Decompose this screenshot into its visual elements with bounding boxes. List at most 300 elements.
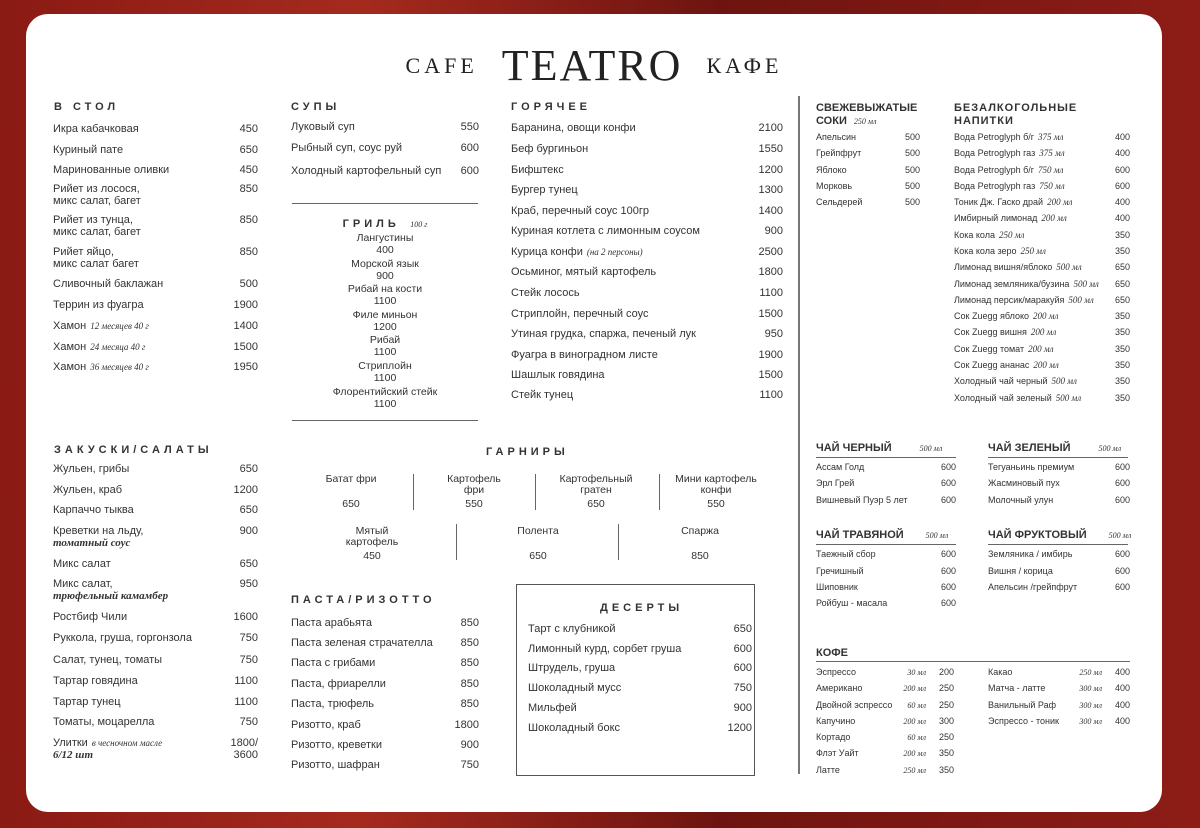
item-name-text: Стейк лосось <box>511 287 580 299</box>
grill-item <box>292 258 478 282</box>
item-price-text: 2500 <box>758 246 783 258</box>
item-name-text: Апельсин <box>816 132 857 142</box>
menu-item <box>53 463 258 476</box>
menu-item-name <box>511 246 643 258</box>
menu-item-price <box>941 598 956 609</box>
menu-item-price <box>941 462 956 473</box>
menu-item-name <box>816 495 908 506</box>
item-name-text: Томаты, моцарелла <box>53 716 155 728</box>
item-price-text: 300 <box>938 716 954 726</box>
menu-item-name <box>53 632 192 644</box>
menu-item-price <box>1115 327 1130 338</box>
menu-item-price <box>939 667 954 678</box>
menu-item-name <box>954 165 1063 176</box>
chai-fruktovy-underline <box>988 544 1128 545</box>
item-price-text: 950 <box>239 578 258 590</box>
chai-zeleny-title: ЧАЙ ЗЕЛЕНЫЙ <box>988 442 1071 454</box>
menu-item-name <box>988 667 1012 678</box>
item-price-text: 500 <box>904 197 920 207</box>
item-note: 200 мл <box>1041 213 1067 223</box>
item-name-text: Ассам Голд <box>816 462 865 472</box>
item-price-text: 2100 <box>758 122 783 134</box>
item-name-text: Штрудель, груша <box>528 662 616 674</box>
section-title-chai-cherny <box>816 442 942 455</box>
menu-item-name <box>954 344 1054 355</box>
menu-item-name <box>291 759 380 771</box>
menu-item-name <box>954 279 1099 290</box>
item-name-text: Паста, фриарелли <box>291 678 386 690</box>
menu-item <box>816 748 954 761</box>
menu-item-price <box>461 698 479 710</box>
garnish-name: Полента <box>517 525 559 537</box>
item-name-text: Паста с грибами <box>291 657 376 669</box>
garnish-name: Картофель фри <box>447 473 501 496</box>
menu-item <box>511 266 783 279</box>
item-price-text: 1200 <box>758 164 783 176</box>
item-name-text: Холодный картофельный суп <box>291 165 442 177</box>
bezalk-title-line2: НАПИТКИ <box>954 115 1014 127</box>
menu-item-name <box>816 462 864 473</box>
kofe-underline <box>816 661 1130 662</box>
item-name-text: Вода Petroglyph б/г <box>954 165 1035 175</box>
menu-item <box>53 632 258 645</box>
item-name-text: Апельсин /грейпфрут <box>988 582 1078 592</box>
menu-item-price <box>461 617 479 629</box>
menu-item-price <box>1115 295 1130 306</box>
item-name-text: Ройбуш - масала <box>816 598 888 608</box>
menu-item-price <box>941 582 956 593</box>
menu-item <box>511 164 783 177</box>
item-name-text: Тегуаньинь премиум <box>988 462 1075 472</box>
item-note: 24 месяца 40 г <box>90 342 146 352</box>
section-title-chai-travyanoy <box>816 529 948 542</box>
menu-item-price <box>941 566 956 577</box>
item-name-text: Вишня / корица <box>988 566 1053 576</box>
item-price-text: 600 <box>460 142 479 154</box>
item-price-text: 500 <box>904 165 920 175</box>
menu-item-name <box>954 311 1058 322</box>
item-note: 750 мл <box>1038 165 1064 175</box>
menu-item-name <box>954 246 1046 257</box>
item-name-text: Бифштекс <box>511 164 564 176</box>
item-price-text: 600 <box>1114 181 1130 191</box>
menu-item-price <box>461 759 479 771</box>
item-price-text: 500 <box>904 181 920 191</box>
menu-item <box>954 197 1130 210</box>
menu-item-price <box>1115 582 1130 593</box>
item-price-text: 850 <box>460 657 479 669</box>
item-name-text: Яблоко <box>816 165 847 175</box>
item-price-text: 350 <box>938 765 954 775</box>
item-price-text: 750 <box>239 654 258 666</box>
section-title-chai-zeleny <box>988 442 1121 455</box>
item-name-text: Паста зеленая страчателла <box>291 637 433 649</box>
menu-item <box>988 462 1130 475</box>
item-price-text: 900 <box>764 225 783 237</box>
menu-item-price <box>240 164 258 176</box>
item-name-text: Вода Petroglyph газ <box>954 148 1036 158</box>
menu-item-name <box>528 702 577 714</box>
menu-item <box>528 662 752 675</box>
soki-title-line2 <box>816 115 917 128</box>
menu-item <box>816 667 954 680</box>
item-price-text: 750 <box>733 682 752 694</box>
menu-item <box>511 225 783 238</box>
menu-item <box>528 643 752 656</box>
menu-item <box>528 702 752 715</box>
menu-item-name <box>988 582 1077 593</box>
section-title-bezalk <box>954 102 1077 128</box>
item-name-text: Фуагра в виноградном листе <box>511 349 658 361</box>
menu-item-price <box>234 611 258 623</box>
menu-item-price <box>734 702 752 714</box>
menu-item <box>291 698 479 711</box>
menu-item-name <box>511 122 636 134</box>
menu-item-price <box>240 246 258 258</box>
menu-item <box>988 582 1130 595</box>
garnish-name: Батат фри <box>325 473 377 485</box>
menu-item-price <box>461 121 479 133</box>
item-name-text: Салат, тунец, томаты <box>53 654 163 666</box>
section-title-supy: СУПЫ <box>291 101 341 113</box>
item-name-text: Рийет из тунца, <box>53 214 133 226</box>
chai-zeleny-note: 500 мл <box>1098 444 1122 453</box>
menu-item-price <box>765 328 783 340</box>
menu-item-price <box>1115 246 1130 257</box>
menu-item-name <box>954 213 1067 224</box>
section-title-kofe: КОФЕ <box>816 647 848 659</box>
menu-item-name <box>988 683 1045 694</box>
item-price-text: 350 <box>1114 344 1130 354</box>
menu-item <box>53 278 258 291</box>
menu-item-name <box>816 683 862 694</box>
menu-item-price <box>905 148 920 159</box>
item-price-text: 650 <box>239 558 258 570</box>
menu-item <box>53 675 258 688</box>
item-name-text: Шиповник <box>816 582 858 592</box>
menu-item-price <box>240 278 258 290</box>
item-name-text: Ванильный Раф <box>988 700 1057 710</box>
menu-item-price <box>759 184 783 196</box>
item-name-text: Двойной эспрессо <box>816 700 893 710</box>
menu-item-price <box>234 361 258 373</box>
menu-item-price <box>234 675 258 687</box>
menu-item-name <box>816 566 863 577</box>
menu-item-name <box>954 181 1065 192</box>
menu-item-name <box>988 716 1059 727</box>
garnish-item <box>296 473 406 510</box>
menu-item-price <box>759 287 783 299</box>
item-name-text: Американо <box>816 683 863 693</box>
garnish-name: Мини картофель конфи <box>675 473 757 496</box>
menu-item-name <box>511 143 588 155</box>
item-note: в чесночном масле <box>91 738 163 748</box>
brand-header <box>26 40 1162 91</box>
item-name-text: Эспрессо <box>816 667 856 677</box>
item-name-text: Лимонный курд, сорбет груша <box>528 643 682 655</box>
menu-item-name <box>528 682 621 694</box>
menu-item-name <box>511 349 658 361</box>
item-name-text: Тартар тунец <box>53 696 121 708</box>
grill-item-name: Филе миньон <box>352 309 418 321</box>
menu-item-price <box>240 183 258 195</box>
menu-item-name <box>53 716 154 728</box>
grill-item-price: 1100 <box>373 398 397 410</box>
menu-item-price <box>461 637 479 649</box>
item-price-text: 350 <box>938 748 954 758</box>
item-price-text: 950 <box>764 328 783 340</box>
menu-item-name <box>53 123 139 135</box>
menu-item-name <box>816 716 855 727</box>
item-name-text: Улитки <box>53 737 88 749</box>
menu-item <box>511 246 783 259</box>
item-price-text: 600 <box>460 165 479 177</box>
item-price-text: 1100 <box>759 389 783 401</box>
item-name-text: Вода Petroglyph б/г <box>954 132 1035 142</box>
item-name-text: Рыбный суп, соус руй <box>291 142 402 154</box>
soki-title-text: СОКИ <box>816 115 847 127</box>
item-name-text: Куриная котлета с лимонным соусом <box>511 225 700 237</box>
menu-item <box>53 737 258 763</box>
grill-header <box>292 214 478 232</box>
menu-item-name <box>816 700 892 711</box>
chai-travyanoy-title: ЧАЙ ТРАВЯНОЙ <box>816 529 904 541</box>
menu-item-name <box>511 266 656 278</box>
item-price-text: 600 <box>940 549 956 559</box>
item-price-text: 650 <box>1114 262 1130 272</box>
item-price-text: 600 <box>1114 478 1130 488</box>
menu-item-price <box>1115 462 1130 473</box>
item-note: 250 мл <box>1020 246 1046 256</box>
item-name-text: Молочный улун <box>988 495 1054 505</box>
item-price-text: 1100 <box>234 696 258 708</box>
garnish-item <box>645 525 755 562</box>
item-price-text: 850 <box>460 698 479 710</box>
menu-item-name <box>528 643 681 655</box>
grill-item <box>292 360 478 384</box>
menu-item-price <box>1115 683 1130 694</box>
menu-item <box>53 183 258 209</box>
menu-item-name <box>291 617 372 629</box>
menu-item-name <box>528 722 620 734</box>
item-name-text: Лимонад вишня/яблоко <box>954 262 1053 272</box>
chai-cherny-note: 500 мл <box>919 444 943 453</box>
item-name-text: Ризотто, шафран <box>291 759 380 771</box>
item-name-text: Жасминовый пух <box>988 478 1060 488</box>
item-name-text: Сок Zuegg ананас <box>954 360 1030 370</box>
menu-item-price <box>939 683 954 694</box>
item-price-text: 900 <box>733 702 752 714</box>
item-name-line2: 6/12 шт <box>53 749 94 761</box>
item-volume-note: 200 мл <box>903 717 926 726</box>
menu-item-name <box>53 675 138 687</box>
menu-item <box>291 739 479 752</box>
item-name-text: Кортадо <box>816 732 851 742</box>
menu-item-name <box>954 230 1024 241</box>
garnish-item <box>483 525 593 562</box>
menu-item-name <box>954 132 1063 143</box>
grill-item <box>292 309 478 333</box>
menu-item-name <box>53 144 123 156</box>
item-name-text: Гречишный <box>816 566 864 576</box>
menu-item <box>53 341 258 354</box>
item-price-text: 600 <box>940 582 956 592</box>
menu-item-name <box>816 732 850 743</box>
menu-item-name <box>816 549 876 560</box>
item-name-text: Лимонад земляника/бузина <box>954 279 1070 289</box>
garnish-divider <box>535 474 536 510</box>
grill-item-name: Рибай на кости <box>347 283 423 295</box>
menu-item-price <box>234 299 258 311</box>
item-note: 12 месяцев 40 г <box>90 321 149 331</box>
menu-item-name <box>816 748 859 759</box>
item-name-text: Сок Zuegg яблоко <box>954 311 1029 321</box>
menu-item-price <box>1115 667 1130 678</box>
menu-item-name <box>291 142 402 154</box>
item-name-text: Таежный сбор <box>816 549 876 559</box>
item-price-text: 900 <box>460 739 479 751</box>
item-note: 375 мл <box>1038 132 1064 142</box>
menu-item-name <box>511 184 578 196</box>
menu-item <box>53 484 258 497</box>
menu-item-price <box>1115 549 1130 560</box>
menu-item-name <box>53 737 162 761</box>
item-name-text: Капучино <box>816 716 856 726</box>
menu-item <box>53 246 258 272</box>
item-price-text: 1800 <box>758 266 783 278</box>
item-price-text: 500 <box>904 148 920 158</box>
item-note: 500 мл <box>1068 295 1094 305</box>
item-name-text: Кока кола <box>954 230 995 240</box>
item-volume-note: 300 мл <box>1079 701 1102 710</box>
item-name-text: Ризотто, креветки <box>291 739 382 751</box>
menu-item <box>53 320 258 333</box>
item-price-text: 250 <box>938 683 954 693</box>
menu-item <box>528 722 752 735</box>
menu-item-name <box>988 566 1053 577</box>
garnish-price: 450 <box>363 550 381 562</box>
item-price-text: 650 <box>239 144 258 156</box>
item-name-text: Рийет яйцо, <box>53 246 114 258</box>
item-price-text: 400 <box>1114 132 1130 142</box>
menu-item <box>291 121 479 134</box>
menu-item-name <box>511 225 700 237</box>
menu-item-price <box>1115 132 1130 143</box>
item-name-line2: микс салат багет <box>53 258 139 270</box>
menu-item-name <box>53 361 149 373</box>
item-volume-note: 300 мл <box>1079 717 1102 726</box>
menu-item-name <box>988 549 1072 560</box>
menu-item <box>954 295 1130 308</box>
menu-item-name <box>291 719 361 731</box>
menu-item-price <box>240 558 258 570</box>
grill-item-price: 1100 <box>373 346 397 358</box>
menu-item <box>53 654 258 667</box>
item-name-text: Жульен, грибы <box>53 463 130 475</box>
menu-item-name <box>53 183 141 207</box>
item-name-text: Ризотто, краб <box>291 719 361 731</box>
item-name-text: Курица конфи <box>511 246 583 258</box>
menu-item-name <box>954 327 1056 338</box>
menu-item-price <box>759 266 783 278</box>
item-name-text: Утиная грудка, спаржа, печеный лук <box>511 328 696 340</box>
item-price-text: 600 <box>940 495 956 505</box>
menu-item <box>511 308 783 321</box>
menu-item <box>53 214 258 240</box>
menu-item <box>954 376 1130 389</box>
menu-item <box>954 360 1130 373</box>
menu-item-name <box>291 165 441 177</box>
item-name-text: Рийет из лосося, <box>53 183 140 195</box>
item-name-text: Баранина, овощи конфи <box>511 122 636 134</box>
item-note: 200 мл <box>1047 197 1073 207</box>
menu-item <box>53 696 258 709</box>
menu-item <box>816 197 920 210</box>
menu-item-name <box>954 262 1082 273</box>
menu-item-price <box>1115 230 1130 241</box>
menu-item <box>988 716 1130 729</box>
garnish-divider <box>456 524 457 560</box>
menu-item-name <box>988 478 1060 489</box>
item-price-text: 600 <box>1114 582 1130 592</box>
item-price-text: 850 <box>239 214 258 226</box>
menu-item <box>511 349 783 362</box>
item-note: 200 мл <box>1030 327 1057 337</box>
item-name-text: Кока кола зеро <box>954 246 1017 256</box>
menu-item <box>53 164 258 177</box>
menu-item-name <box>53 463 129 475</box>
menu-item <box>954 181 1130 194</box>
menu-item-price <box>1115 197 1130 208</box>
item-note: 500 мл <box>1056 262 1082 272</box>
menu-item <box>954 148 1130 161</box>
grill-item-name: Рибай <box>369 334 401 346</box>
item-name-text: Мильфей <box>528 702 577 714</box>
menu-item <box>53 504 258 517</box>
item-name-text: Луковый суп <box>291 121 355 133</box>
item-price-text: 850 <box>460 678 479 690</box>
menu-item <box>816 716 954 729</box>
item-name-text: Земляника / имбирь <box>988 549 1073 559</box>
menu-item-name <box>291 637 433 649</box>
soki-title-line1: СВЕЖЕВЫЖАТЫЕ <box>816 102 918 114</box>
item-price-text: 250 <box>938 700 954 710</box>
menu-item-price <box>1115 311 1130 322</box>
menu-item-price <box>461 739 479 751</box>
item-price-text: 850 <box>239 246 258 258</box>
item-note: 250 мл <box>999 230 1025 240</box>
garnish-name: Картофельный гратен <box>559 473 633 496</box>
grill-item <box>292 232 478 256</box>
section-title-v-stol: В СТОЛ <box>54 101 120 113</box>
item-name-text: Краб, перечный соус 100гр <box>511 205 649 217</box>
item-name-text: Флэт Уайт <box>816 748 859 758</box>
item-name-text: Сок Zuegg вишня <box>954 327 1027 337</box>
menu-item-name <box>954 360 1059 371</box>
menu-item-name <box>816 667 856 678</box>
menu-item-price <box>234 320 258 332</box>
menu-item-name <box>511 308 649 320</box>
item-volume-note: 30 мл <box>907 668 926 677</box>
menu-item-price <box>1115 181 1130 192</box>
item-price-text: 600 <box>940 478 956 488</box>
item-name-text: Холодный чай зеленый <box>954 393 1052 403</box>
menu-item-price <box>1115 148 1130 159</box>
section-title-soki <box>816 102 917 128</box>
menu-item-name <box>53 341 145 353</box>
menu-item-price <box>905 197 920 208</box>
menu-item <box>954 327 1130 340</box>
